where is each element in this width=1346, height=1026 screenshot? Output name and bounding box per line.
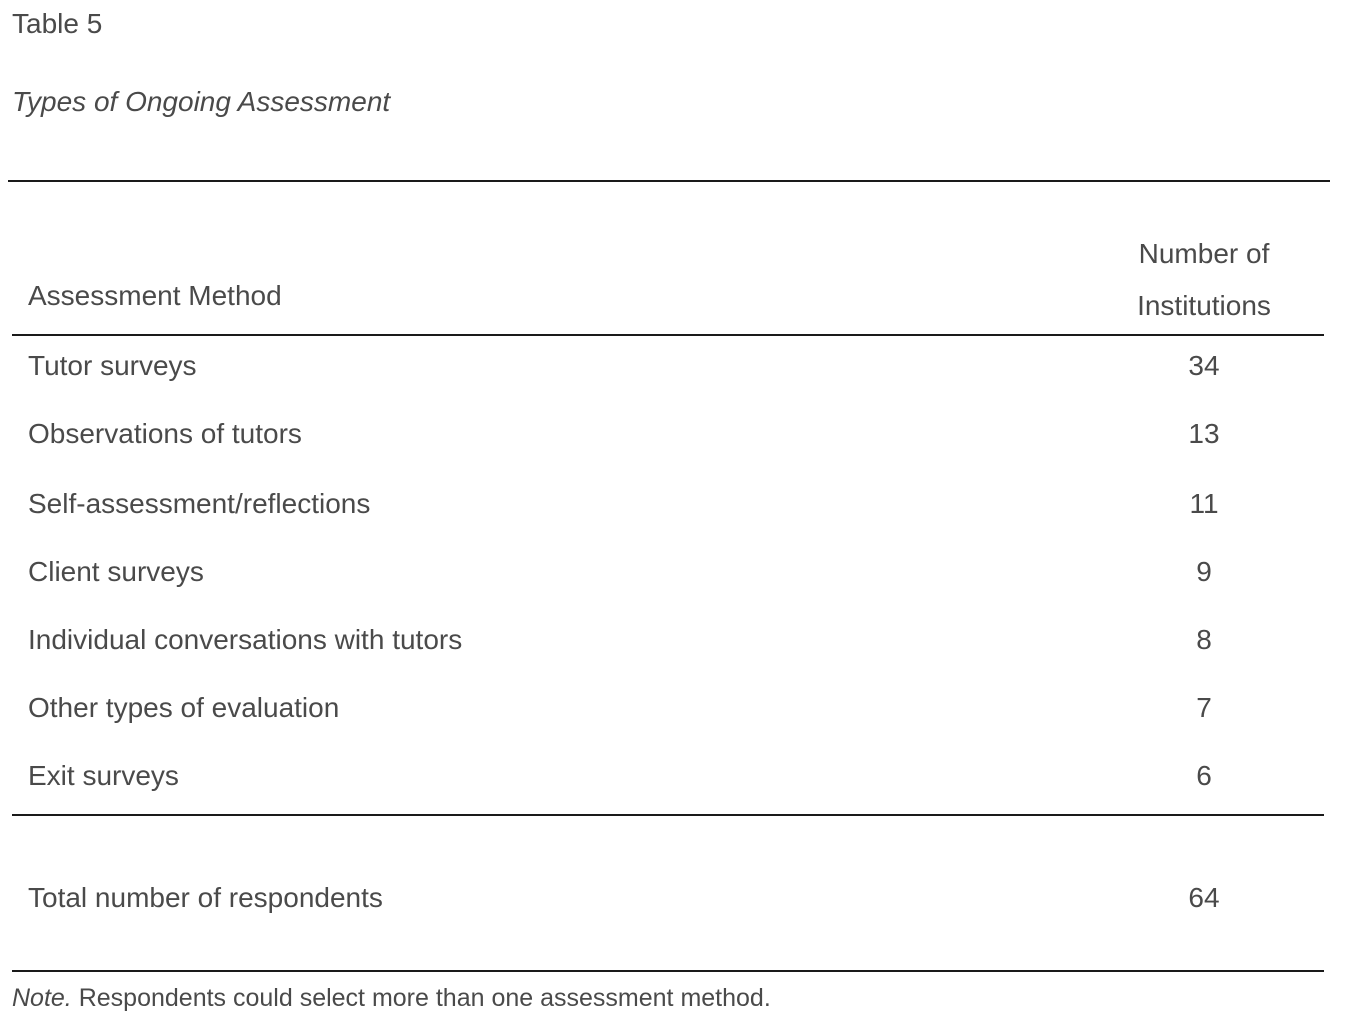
header-rule (12, 334, 1324, 336)
table-title: Types of Ongoing Assessment (12, 86, 391, 117)
note-lead: Note. (12, 984, 72, 1012)
header-count-line1: Number of (1138, 238, 1270, 269)
row-count: 34 (1188, 350, 1220, 381)
table-bottom-rule (12, 970, 1324, 972)
row-method: Client surveys (28, 556, 204, 587)
header-count-line2: Institutions (1137, 290, 1271, 321)
table-top-rule (8, 180, 1330, 182)
total-count: 64 (1188, 882, 1220, 913)
row-method: Self-assessment/reflections (28, 488, 371, 519)
row-count: 7 (1196, 692, 1212, 723)
header-assessment-method: Assessment Method (28, 280, 282, 311)
table-number: Table 5 (12, 8, 103, 39)
header-number-of-institutions (1104, 228, 1304, 332)
row-method: Other types of evaluation (28, 692, 340, 723)
body-rule (12, 814, 1324, 816)
note-text: Respondents could select more than one assessment method. (71, 984, 771, 1012)
row-method: Exit surveys (28, 760, 179, 791)
row-count: 9 (1196, 556, 1212, 587)
row-count: 11 (1189, 488, 1219, 519)
row-count: 13 (1188, 418, 1220, 449)
row-method: Tutor surveys (28, 350, 197, 381)
row-count: 6 (1196, 760, 1212, 791)
row-method: Observations of tutors (28, 418, 302, 449)
total-label: Total number of respondents (28, 882, 383, 913)
table-note (12, 984, 771, 1013)
row-method: Individual conversations with tutors (28, 624, 463, 655)
row-count: 8 (1196, 624, 1212, 655)
